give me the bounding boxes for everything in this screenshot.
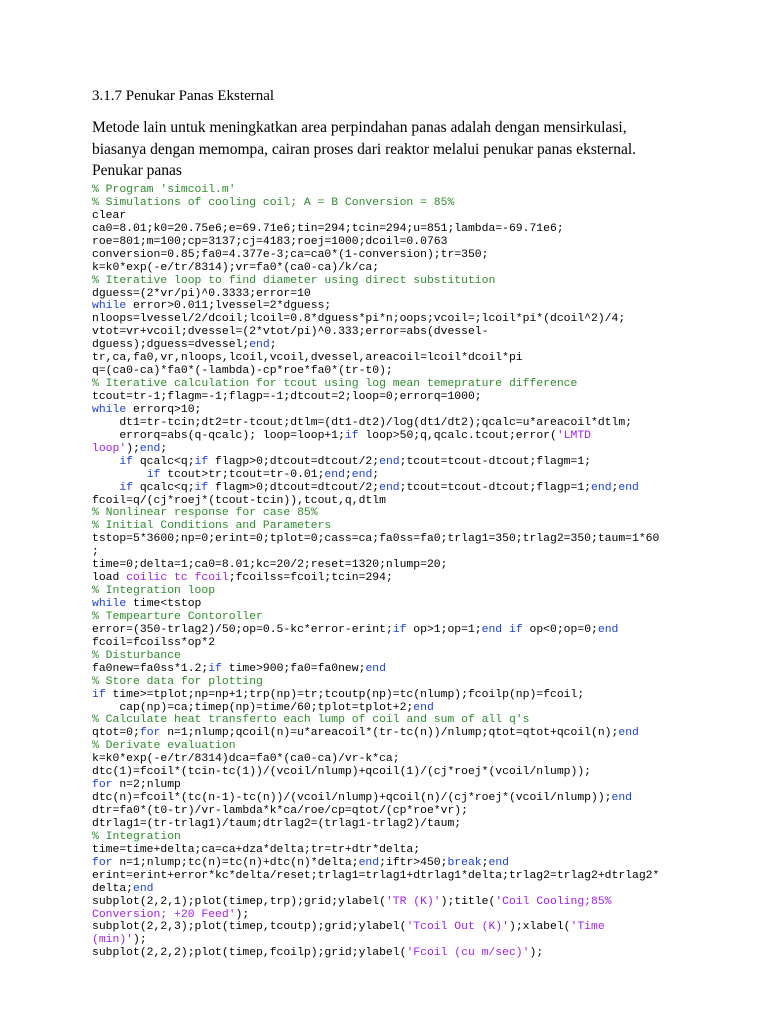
code-text — [92, 469, 147, 481]
code-text: n=2;nlump — [112, 779, 181, 792]
code-line — [92, 934, 752, 947]
code-text: tstop=5*3600;np=0;erint=0;tplot=0;cass=ca;fa0ss=fa0;trlag1=350;trlag2=350;taum=1*60 — [92, 533, 660, 546]
code-line — [92, 482, 752, 495]
code-line — [92, 300, 752, 313]
code-text: vtot=vr+vcoil;dvessel=(2*vtot/pi)^0.333;error=abs(dvessel- — [92, 326, 489, 339]
code-line — [92, 533, 752, 546]
code-text: subplot(2,2,1);plot(timep,trp);grid;ylabel( — [92, 895, 386, 908]
code-text: ); — [529, 947, 544, 960]
code-keyword: if — [194, 455, 209, 468]
intro-paragraph — [92, 117, 652, 182]
code-line — [92, 507, 752, 520]
code-text: ;tcout=tcout-dtcout;flagm=1; — [399, 455, 592, 468]
code-line — [92, 223, 752, 236]
code-text: clear — [92, 209, 127, 222]
code-line — [92, 326, 752, 339]
code-keyword: while — [92, 403, 127, 416]
code-keyword: end — [324, 468, 345, 481]
code-text: ; — [344, 468, 352, 481]
code-comment: % Iterative loop to find diameter using direct substitution — [92, 274, 496, 287]
code-text: dguess);dguess=dvessel; — [92, 339, 250, 352]
code-text: n=1;nlump;tc(n)=tc(n)+dtc(n)*delta; — [112, 856, 359, 869]
code-line — [92, 585, 752, 598]
code-string: loop' — [92, 442, 127, 455]
code-line — [92, 611, 752, 624]
code-text: erint=erint+error*kc*delta/reset;trlag1=trlag1+dtrlag1*delta;trlag2=trlag2+dtrlag2* — [92, 869, 660, 882]
code-text: ; — [269, 339, 277, 352]
code-line — [92, 753, 752, 766]
code-comment: % Nonlinear response for case 85% — [92, 507, 318, 520]
code-comment: % Calculate heat transferto each lump of coil and sum of all q's — [92, 714, 530, 727]
code-line — [92, 559, 752, 572]
code-text: fa0new=fa0ss*1.2; — [92, 662, 209, 675]
code-line — [92, 831, 752, 844]
code-text: dtc(n)=fcoil*(tc(n-1)-tc(n))/(vcoil/nlump)+qcoil(n)/(cj*roej*(vcoil/nlump)); — [92, 792, 612, 805]
code-text: dtr=fa0*(t0-tr)/vr-lambda*k*ca/roe/cp=qtot/(cp*roe*vr); — [92, 805, 468, 817]
code-keyword: end — [488, 856, 510, 869]
code-line — [92, 844, 752, 857]
code-line — [92, 184, 752, 197]
code-line — [92, 896, 752, 909]
code-text — [92, 482, 119, 494]
code-keyword: while — [92, 598, 127, 610]
code-keyword: end — [618, 727, 639, 740]
code-text: conversion=0.85;fa0=4.377e-3;ca=ca0*(1-conversion);tr=350; — [92, 248, 489, 261]
code-text: ; — [372, 468, 380, 481]
code-line — [92, 495, 752, 508]
code-text: error>0.011;lvessel=2*dguess; — [126, 300, 332, 313]
code-text: dtc(1)=fcoil*(tcin-tc(1))/(vcoil/nlump)+qcoil(1)/(cj*roej*(vcoil/nlump)); — [92, 766, 591, 779]
code-line — [92, 262, 752, 275]
code-line — [92, 249, 752, 262]
code-text: ); — [126, 442, 140, 455]
code-line — [92, 288, 752, 301]
code-text: time=time+delta;ca=ca+dza*delta;tr=tr+dtr*delta; — [92, 843, 421, 856]
code-string: 'Time — [570, 921, 605, 934]
code-text: time>=tplot;np=np+1;trp(np)=tr;tcoutp(np)=tc(nlump);fcoilp(np)=fcoil; — [105, 688, 585, 701]
code-text: );xlabel( — [508, 921, 571, 934]
code-keyword: if — [119, 481, 134, 494]
paragraph-line: biasanya dengan memompa, cairan proses dari reaktor melalui penukar panas eksternal. — [92, 140, 637, 158]
code-string: 'Fcoil (cu m/sec)' — [406, 947, 530, 960]
code-comment: % Store data for plotting — [92, 675, 263, 688]
code-text: op>1;op=1; — [406, 623, 482, 636]
code-text: ; — [481, 856, 489, 869]
code-text: flagp>0;dtcout=dtcout/2; — [208, 455, 380, 468]
code-text: ); — [133, 934, 147, 947]
section-heading: 3.1.7 Penukar Panas Eksternal — [92, 88, 275, 104]
code-string: 'Coil Cooling;85% — [495, 895, 612, 908]
code-keyword: for — [92, 779, 113, 792]
code-text: k=k0*exp(-e/tr/8314)dca=fa0*(ca0-ca)/vr-k*ca; — [92, 753, 400, 766]
code-comment: % Integration — [92, 830, 181, 843]
code-keyword: end — [481, 623, 503, 636]
code-string: (min)' — [92, 934, 134, 947]
code-text: k=k0*exp(-e/tr/8314);vr=fa0*(ca0-ca)/k/ca; — [92, 261, 380, 274]
code-keyword: end — [618, 481, 639, 494]
code-line — [92, 313, 752, 326]
code-keyword: end — [351, 468, 373, 481]
code-text: tcout>tr;tcout=tr-0.01; — [160, 468, 325, 481]
code-text: tcout=tr-1;flagm=-1;flagp=-1;dtcout=2;loop=0;errorq=1000; — [92, 391, 482, 403]
code-keyword: end — [379, 455, 400, 468]
code-keyword: break — [447, 856, 482, 869]
code-keyword: if — [392, 623, 407, 636]
code-text: ; — [92, 546, 99, 559]
code-keyword: end — [591, 481, 612, 494]
code-keyword: end — [611, 792, 633, 805]
code-line — [92, 443, 752, 456]
code-text: time<tstop — [126, 598, 202, 610]
code-comment: % Disturbance — [92, 649, 181, 662]
code-text: qcalc<q; — [133, 455, 195, 468]
code-text: dguess=(2*vr/pi)^0.3333;error=10 — [92, 287, 311, 300]
code-text: errorq>10; — [126, 403, 202, 416]
code-line — [92, 766, 752, 779]
code-text: tr,ca,fa0,vr,nloops,lcoil,vcoil,dvessel,areacoil=lcoil*dcoil*pi — [92, 352, 523, 365]
code-line — [92, 352, 752, 365]
code-keyword: for — [139, 727, 161, 740]
code-text: ); — [235, 908, 250, 921]
code-string: Conversion; +20 Feed' — [92, 908, 236, 921]
code-line — [92, 702, 752, 715]
code-listing — [92, 184, 752, 960]
code-string: coilic tc fcoil — [126, 572, 229, 585]
code-keyword: if — [119, 455, 134, 468]
code-keyword: end — [597, 623, 619, 636]
code-comment: % Program 'simcoil.m' — [92, 184, 236, 196]
code-text: flagm>0;dtcout=dtcout/2; — [208, 481, 380, 494]
code-text: );title( — [440, 895, 496, 908]
code-line — [92, 857, 752, 870]
code-text: roe=801;m=100;cp=3137;cj=4183;roej=1000;dcoil=0.0763 — [92, 235, 448, 248]
code-keyword: if — [146, 468, 161, 481]
code-line — [92, 469, 752, 482]
code-line — [92, 404, 752, 417]
code-text — [92, 456, 119, 468]
code-line — [92, 546, 752, 559]
code-line — [92, 727, 752, 740]
code-line — [92, 909, 752, 922]
code-line — [92, 572, 752, 585]
code-comment: % Simulations of cooling coil; A = B Conversion = 85% — [92, 196, 455, 209]
code-text: qtot=0; — [92, 727, 140, 740]
code-comment: % Initial Conditions and Parameters — [92, 520, 332, 533]
code-text: qcalc<q; — [133, 481, 195, 494]
code-keyword: end — [365, 662, 386, 675]
code-line — [92, 805, 752, 818]
code-text: fcoil=fcoilss*op*2 — [92, 636, 216, 649]
code-line — [92, 637, 752, 650]
paragraph-line: Metode lain untuk meningkatkan area perpindahan panas adalah dengan mensirkulasi, — [92, 119, 627, 136]
code-text: ca0=8.01;k0=20.75e6;e=69.71e6;tin=294;tcin=294;u=851;lambda=-69.71e6; — [92, 222, 564, 235]
code-keyword: end — [358, 856, 380, 869]
code-text — [502, 624, 509, 636]
code-keyword: if — [208, 662, 222, 675]
code-comment: % Tempearture Contoroller — [92, 610, 263, 623]
code-line — [92, 779, 752, 792]
code-line — [92, 417, 752, 430]
code-line — [92, 947, 752, 960]
code-line — [92, 714, 752, 727]
code-line — [92, 689, 752, 702]
code-line — [92, 598, 752, 611]
code-text: dtrlag1=(tr-trlag1)/taum;dtrlag2=(trlag1-trlag2)/taum; — [92, 817, 462, 830]
code-line — [92, 883, 752, 896]
code-string: 'TR (K)' — [385, 895, 441, 908]
paragraph-line: Penukar panas — [92, 162, 182, 179]
code-line — [92, 210, 752, 223]
code-line — [92, 740, 752, 753]
code-text: time=0;delta=1;ca0=8.01;kc=20/2;reset=1320;nlump=20; — [92, 559, 448, 572]
code-comment: % Integration loop — [92, 585, 216, 598]
code-line — [92, 921, 752, 934]
code-line — [92, 378, 752, 391]
code-text: delta; — [92, 882, 134, 895]
code-text: ; — [611, 481, 619, 494]
code-text: ;iftr>450; — [379, 856, 448, 869]
code-line — [92, 792, 752, 805]
code-line — [92, 650, 752, 663]
code-text: op<0;op=0; — [522, 623, 598, 636]
code-line — [92, 339, 752, 352]
code-text: ;tcout=tcout-dtcout;flagp=1; — [399, 481, 592, 494]
code-text: subplot(2,2,2);plot(timep,fcoilp);grid;ylabel( — [92, 947, 407, 960]
code-keyword: end — [139, 442, 161, 455]
code-text: n=1;nlump;qcoil(n)=u*areacoil*(tr-tc(n))/nlump;qtot=qtot+qcoil(n); — [160, 727, 619, 740]
code-line — [92, 365, 752, 378]
code-line — [92, 275, 752, 288]
code-line — [92, 391, 752, 404]
code-text: nloops=lvessel/2/dcoil;lcoil=0.8*dguess*pi*n;oops;vcoil=;lcoil*pi*(dcoil^2)/4; — [92, 313, 626, 326]
code-keyword: end — [133, 882, 154, 895]
code-text: cap(np)=ca;timep(np)=time/60;tplot=tplot+2; — [92, 701, 414, 714]
code-comment: % Derivate evaluation — [92, 740, 236, 753]
code-keyword: while — [92, 300, 127, 313]
code-comment: % Iterative calculation for tcout using log mean temeprature difference — [92, 378, 578, 391]
code-line — [92, 870, 752, 883]
code-line — [92, 197, 752, 210]
code-keyword: if — [92, 688, 106, 701]
code-text: errorq=abs(q-qcalc); loop=loop+1; — [92, 429, 345, 442]
code-text: subplot(2,2,3);plot(timep,tcoutp);grid;ylabel( — [92, 921, 407, 934]
code-text: loop>50;q,qcalc.tcout;error( — [358, 429, 557, 442]
code-keyword: if — [344, 429, 359, 442]
code-line — [92, 520, 752, 533]
code-line — [92, 818, 752, 831]
code-line — [92, 663, 752, 676]
code-keyword: end — [379, 481, 400, 494]
code-keyword: for — [92, 856, 113, 869]
code-keyword: if — [509, 623, 523, 636]
code-text: fcoil=q/(cj*roej*(tcout-tcin)),tcout,q,dtlm — [92, 494, 386, 507]
code-keyword: if — [194, 481, 209, 494]
code-keyword: end — [413, 701, 434, 714]
code-line — [92, 430, 752, 443]
code-string: 'LMTD — [556, 429, 592, 442]
code-text: ;fcoilss=fcoil;tcin=294; — [228, 572, 393, 585]
code-text: q=(ca0-ca)*fa0*(-lambda)-cp*roe*fa0*(tr-t0); — [92, 365, 393, 378]
code-keyword: end — [249, 339, 270, 352]
code-line — [92, 676, 752, 689]
code-text: ; — [160, 442, 168, 455]
code-text: load — [92, 572, 127, 585]
code-line — [92, 456, 752, 469]
code-text: error=(350-trlag2)/50;op=0.5-kc*error-erint; — [92, 623, 393, 636]
code-text: dt1=tr-tcin;dt2=tr-tcout;dtlm=(dt1-dt2)/log(dt1/dt2);qcalc=u*areacoil*dtlm; — [92, 416, 633, 429]
code-line — [92, 624, 752, 637]
code-string: 'Tcoil Out (K)' — [406, 921, 509, 934]
code-text: time>900;fa0=fa0new; — [221, 662, 366, 675]
code-line — [92, 236, 752, 249]
